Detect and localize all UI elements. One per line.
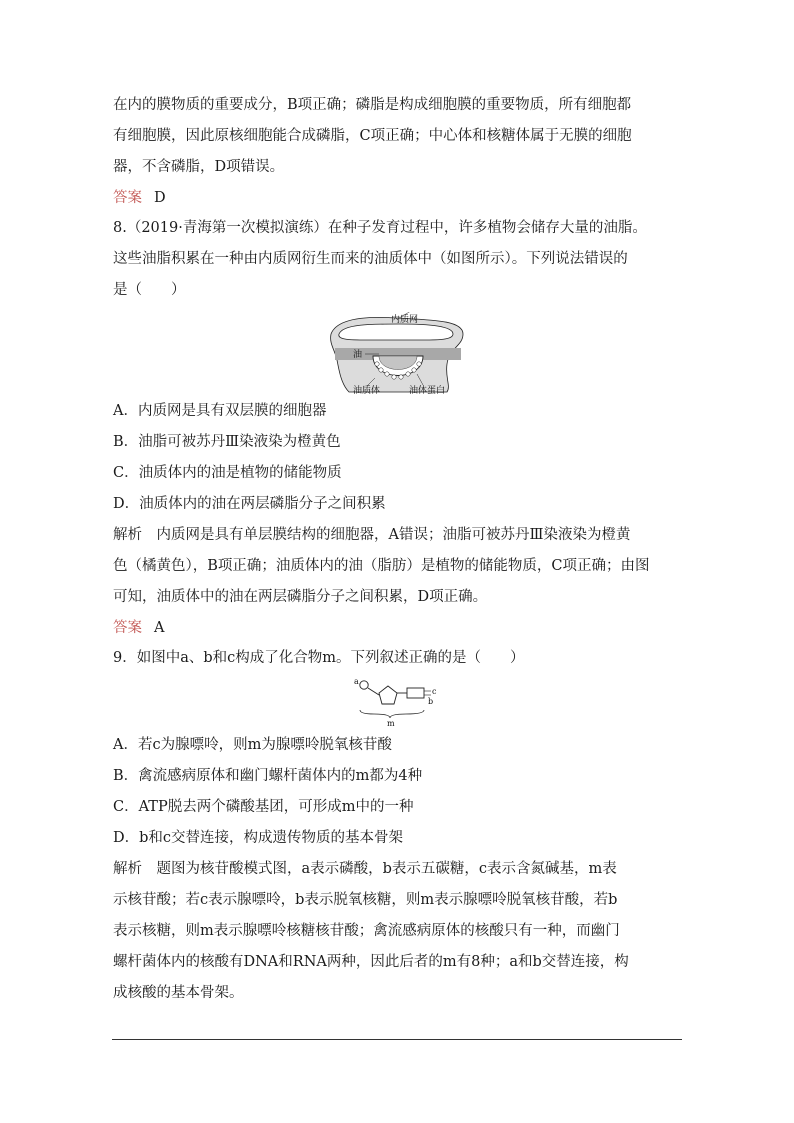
er-lumen (339, 324, 453, 340)
answer-value: A (154, 620, 165, 636)
base-rectangle (407, 688, 424, 698)
label-oil-body-protein: 油体蛋白 (409, 386, 446, 394)
q8-analysis-line: 色（橘黄色），B项正确；油质体内的油（脂肪）是植物的储能物质，C项正确；由图 (113, 558, 650, 574)
page-content (113, 90, 683, 1009)
q9-option: A．若c为腺嘌呤，则m为腺嘌呤脱氧核苷酸 (113, 737, 392, 753)
label-a: a (354, 677, 359, 686)
q8-option: B．油脂可被苏丹Ⅲ染液染为橙黄色 (113, 434, 341, 450)
pentose-pentagon (379, 686, 397, 704)
q8-analysis-line: 可知，油质体中的油在两层磷脂分子之间积累，D项正确。 (113, 589, 488, 605)
oleosome-diagram (327, 312, 469, 394)
prev-answer (113, 183, 683, 213)
q9-option: D．b和c交替连接，构成遗传物质的基本骨架 (113, 830, 404, 846)
q9-analysis-line: 解析 题图为核苷酸模式图，a表示磷酸，b表示五碳糖，c表示含氮碱基，m表 (113, 861, 617, 877)
q9-analysis-line: 示核苷酸；若c表示腺嘌呤，b表示脱氧核糖，则m表示腺嘌呤脱氧核苷酸，若b (113, 892, 618, 908)
phosphate-circle (360, 681, 368, 689)
label-oleosome: 油质体 (353, 386, 381, 394)
m-brace (360, 710, 424, 718)
q8-stem-line: 8.（2019·青海第一次模拟演练）在种子发育过程中，许多植物会储存大量的油脂。 (113, 220, 647, 236)
q8-option: D．油质体内的油在两层磷脂分子之间积累 (113, 496, 386, 512)
q8-stem-line: 是（ ） (113, 282, 186, 298)
prev-line: 有细胞膜，因此原核细胞能合成磷脂，C项正确；中心体和核糖体属于无膜的细胞 (113, 128, 632, 144)
answer-label: 答案 (113, 190, 142, 206)
q9-analysis-line: 成核酸的基本骨架。 (113, 985, 244, 1001)
answer-value: D (154, 190, 166, 206)
q8-stem-line: 这些油脂积累在一种由内质网衍生而来的油质体中（如图所示）。下列说法错误的 (113, 251, 628, 267)
prev-line: 器，不含磷脂，D项错误。 (113, 159, 285, 175)
q9-option: B．禽流感病原体和幽门螺杆菌体内的m都为4种 (113, 768, 423, 784)
q9-analysis-line: 表示核糖，则m表示腺嘌呤核糖核苷酸；禽流感病原体的核酸只有一种，而幽门 (113, 923, 620, 939)
label-er: 内质网 (391, 315, 419, 325)
prev-line: 在内的膜物质的重要成分，B项正确；磷脂是构成细胞膜的重要物质，所有细胞都 (113, 97, 632, 113)
q9-stem: 9．如图中a、b和c构成了化合物m。下列叙述正确的是（ ） (113, 650, 525, 666)
q9-analysis-line: 螺杆菌体内的核酸有DNA和RNA两种，因此后者的m有8种；a和b交替连接，构 (113, 954, 629, 970)
label-c: c (432, 687, 437, 696)
footer-rule (112, 1039, 682, 1040)
q8-option: A．内质网是具有双层膜的细胞器 (113, 403, 327, 419)
q8-answer (113, 613, 683, 643)
q8-analysis-line: 解析 内质网是具有单层膜结构的细胞器，A错误；油脂可被苏丹Ⅲ染液染为橙黄 (113, 527, 631, 543)
q9-option: C．ATP脱去两个磷酸基团，可形成m中的一种 (113, 799, 414, 815)
nucleotide-diagram (350, 676, 446, 728)
label-b: b (428, 697, 434, 706)
q8-option: C．油质体内的油是植物的储能物质 (113, 465, 342, 481)
answer-label: 答案 (113, 620, 142, 636)
label-m: m (387, 719, 395, 728)
label-oil: 油 (353, 350, 363, 360)
